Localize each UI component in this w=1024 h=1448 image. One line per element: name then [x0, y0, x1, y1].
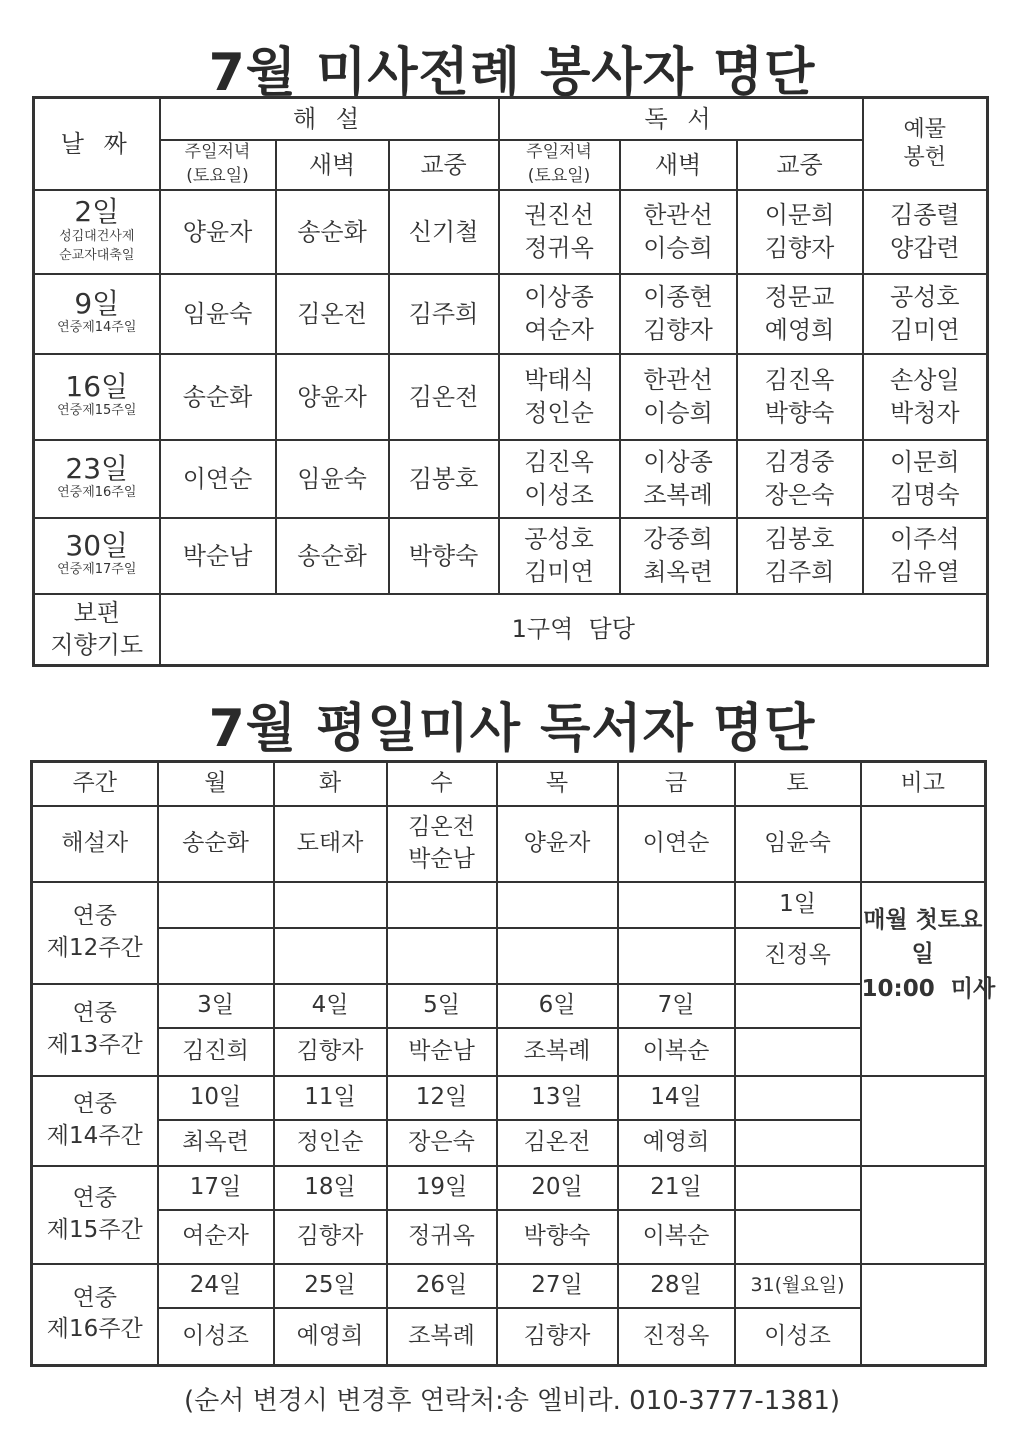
- commentator-fri: 이연순: [618, 806, 735, 882]
- reader-dawn: 한관선 이승희: [620, 354, 737, 440]
- reader-sat: 이성조: [735, 1308, 861, 1366]
- offering-cell: 이주석 김유열: [863, 518, 988, 594]
- reader-tue: 김향자: [274, 1210, 387, 1264]
- date-fri: 14일: [618, 1076, 735, 1120]
- reader-wed: 박순남: [387, 1028, 497, 1076]
- weekday-table: [30, 760, 996, 1367]
- weekday-title: 7월 평일미사 독서자 명단: [208, 699, 816, 759]
- week-label: 연중 제12주간: [32, 882, 158, 984]
- commentator-parish: 신기철: [389, 190, 499, 274]
- reader-wed: 조복례: [387, 1308, 497, 1366]
- reading-eve-header: 주일저녁 (토요일): [499, 140, 620, 190]
- reader-mon: 최옥련: [158, 1120, 274, 1166]
- table-row: [34, 440, 988, 518]
- commentator-wed: 김온전 박순남: [387, 806, 497, 882]
- reader-mon: 여순자: [158, 1210, 274, 1264]
- reader-tue: 정인순: [274, 1120, 387, 1166]
- remarks-note: 매월 첫토요일 10:00 미사: [861, 882, 986, 1076]
- reader-wed: [387, 928, 497, 984]
- wed-header: 수: [387, 762, 497, 806]
- table-row: [34, 274, 988, 354]
- week-dates-row: [32, 1076, 986, 1120]
- reader-dawn: 한관선 이승희: [620, 190, 737, 274]
- reader-tue: 예영희: [274, 1308, 387, 1366]
- date-header: 날 짜: [34, 98, 160, 190]
- date-tue: 25일: [274, 1264, 387, 1308]
- reading-parish-header: 교중: [737, 140, 863, 190]
- commentator-eve: 박순남: [160, 518, 276, 594]
- date-thu: 13일: [497, 1076, 618, 1120]
- tue-header: 화: [274, 762, 387, 806]
- reader-thu: [497, 928, 618, 984]
- commentator-parish: 김봉호: [389, 440, 499, 518]
- week-readers-row: [32, 1028, 986, 1076]
- date-cell: 16일 연중제15주일: [34, 354, 160, 440]
- date-wed: 5일: [387, 984, 497, 1028]
- commentator-mon: 송순화: [158, 806, 274, 882]
- reader-fri: 이복순: [618, 1210, 735, 1264]
- reader-dawn: 강중희 최옥련: [620, 518, 737, 594]
- commentary-dawn-header: 새벽: [276, 140, 389, 190]
- week-dates-row: [32, 1166, 986, 1210]
- reader-sat: [735, 1210, 861, 1264]
- commentary-eve-header: 주일저녁 (토요일): [160, 140, 276, 190]
- week-readers-row: [32, 928, 986, 984]
- offering-cell: 이문희 김명숙: [863, 440, 988, 518]
- reader-mon: 이성조: [158, 1308, 274, 1366]
- reader-tue: [274, 928, 387, 984]
- date-thu: 20일: [497, 1166, 618, 1210]
- date-tue: 11일: [274, 1076, 387, 1120]
- date-tue: [274, 882, 387, 928]
- reader-eve: 박태식 정인순: [499, 354, 620, 440]
- date-mon: 24일: [158, 1264, 274, 1308]
- reader-tue: 김향자: [274, 1028, 387, 1076]
- commentator-dawn: 송순화: [276, 190, 389, 274]
- reader-fri: 이복순: [618, 1028, 735, 1076]
- week-dates-row: [32, 1264, 986, 1308]
- reader-mon: [158, 928, 274, 984]
- reader-eve: 권진선 정귀옥: [499, 190, 620, 274]
- reader-thu: 김온전: [497, 1120, 618, 1166]
- week-label: 연중 제15주간: [32, 1166, 158, 1264]
- week-readers-row: [32, 1308, 986, 1366]
- week-label: 연중 제13주간: [32, 984, 158, 1076]
- reader-fri: [618, 928, 735, 984]
- reader-sat: 진정옥: [735, 928, 861, 984]
- reader-wed: 장은숙: [387, 1120, 497, 1166]
- date-wed: 12일: [387, 1076, 497, 1120]
- reading-dawn-header: 새벽: [620, 140, 737, 190]
- offering-cell: 손상일 박청자: [863, 354, 988, 440]
- remarks-cell: [861, 806, 986, 882]
- commentator-eve: 송순화: [160, 354, 276, 440]
- week-label: 연중 제16주간: [32, 1264, 158, 1366]
- date-tue: 18일: [274, 1166, 387, 1210]
- commentator-label: 해설자: [32, 806, 158, 882]
- date-cell: 30일 연중제17주일: [34, 518, 160, 594]
- date-sat: 31(월요일): [735, 1264, 861, 1308]
- reader-thu: 김향자: [497, 1308, 618, 1366]
- date-sat: [735, 984, 861, 1028]
- date-fri: [618, 882, 735, 928]
- offering-cell: 김종렬 양갑련: [863, 190, 988, 274]
- week-dates-row: [32, 984, 986, 1028]
- ministry-table: [32, 96, 989, 667]
- reader-sat: [735, 1028, 861, 1076]
- week-header: 주간: [32, 762, 158, 806]
- date-fri: 21일: [618, 1166, 735, 1210]
- sat-header: 토: [735, 762, 861, 806]
- thu-header: 목: [497, 762, 618, 806]
- table-row: [34, 518, 988, 594]
- reader-thu: 조복례: [497, 1028, 618, 1076]
- reader-thu: 박향숙: [497, 1210, 618, 1264]
- remarks-cell: [861, 1076, 986, 1166]
- date-cell: 2일 성김대건사제 순교자대축일: [34, 190, 160, 274]
- reader-parish: 이문희 김향자: [737, 190, 863, 274]
- reader-fri: 진정옥: [618, 1308, 735, 1366]
- fri-header: 금: [618, 762, 735, 806]
- week-label: 연중 제14주간: [32, 1076, 158, 1166]
- reader-mon: 김진희: [158, 1028, 274, 1076]
- date-cell: 9일 연중제14주일: [34, 274, 160, 354]
- reader-dawn: 이상종 조복례: [620, 440, 737, 518]
- prayer-row: [34, 594, 988, 666]
- week-readers-row: [32, 1210, 986, 1264]
- reader-eve: 공성호 김미연: [499, 518, 620, 594]
- reader-parish: 김경중 장은숙: [737, 440, 863, 518]
- reader-wed: 정귀옥: [387, 1210, 497, 1264]
- week-readers-row: [32, 1120, 986, 1166]
- date-fri: 7일: [618, 984, 735, 1028]
- commentator-parish: 박향숙: [389, 518, 499, 594]
- commentator-eve: 임윤숙: [160, 274, 276, 354]
- date-thu: 27일: [497, 1264, 618, 1308]
- reader-parish: 정문교 예영희: [737, 274, 863, 354]
- reader-eve: 이상종 여순자: [499, 274, 620, 354]
- reader-eve: 김진옥 이성조: [499, 440, 620, 518]
- commentator-parish: 김온전: [389, 354, 499, 440]
- week-dates-row: [32, 882, 986, 928]
- reader-dawn: 이종현 김향자: [620, 274, 737, 354]
- commentator-parish: 김주희: [389, 274, 499, 354]
- commentator-tue: 도태자: [274, 806, 387, 882]
- table-row: [34, 354, 988, 440]
- contact-footer: (순서 변경시 변경후 연락처:송 엘비라. 010-3777-1381): [183, 1386, 841, 1416]
- commentator-dawn: 김온전: [276, 274, 389, 354]
- commentator-sat: 임윤숙: [735, 806, 861, 882]
- commentary-header: 해 설: [160, 98, 499, 140]
- remarks-cell: [861, 1264, 986, 1366]
- reader-fri: 예영희: [618, 1120, 735, 1166]
- date-mon: [158, 882, 274, 928]
- reader-parish: 김진옥 박향숙: [737, 354, 863, 440]
- date-thu: [497, 882, 618, 928]
- commentator-dawn: 양윤자: [276, 354, 389, 440]
- date-wed: 19일: [387, 1166, 497, 1210]
- date-sat: [735, 1076, 861, 1120]
- date-mon: 3일: [158, 984, 274, 1028]
- prayer-value: 1구역 담당: [160, 594, 988, 666]
- reading-header: 독 서: [499, 98, 863, 140]
- reader-parish: 김봉호 김주희: [737, 518, 863, 594]
- prayer-label: 보편 지향기도: [34, 594, 160, 666]
- offering-cell: 공성호 김미연: [863, 274, 988, 354]
- date-sat: 1일: [735, 882, 861, 928]
- ministry-title: 7월 미사전례 봉사자 명단: [208, 43, 816, 103]
- date-mon: 10일: [158, 1076, 274, 1120]
- date-wed: [387, 882, 497, 928]
- date-fri: 28일: [618, 1264, 735, 1308]
- remarks-header: 비고: [861, 762, 986, 806]
- table-row: [34, 190, 988, 274]
- date-sat: [735, 1166, 861, 1210]
- offering-header: 예물 봉헌: [863, 98, 988, 190]
- commentary-parish-header: 교중: [389, 140, 499, 190]
- commentator-dawn: 임윤숙: [276, 440, 389, 518]
- date-wed: 26일: [387, 1264, 497, 1308]
- date-thu: 6일: [497, 984, 618, 1028]
- date-mon: 17일: [158, 1166, 274, 1210]
- remarks-cell: [861, 1166, 986, 1264]
- mon-header: 월: [158, 762, 274, 806]
- commentator-row: [32, 806, 986, 882]
- commentator-dawn: 송순화: [276, 518, 389, 594]
- date-tue: 4일: [274, 984, 387, 1028]
- commentator-eve: 양윤자: [160, 190, 276, 274]
- commentator-eve: 이연순: [160, 440, 276, 518]
- date-cell: 23일 연중제16주일: [34, 440, 160, 518]
- reader-sat: [735, 1120, 861, 1166]
- commentator-thu: 양윤자: [497, 806, 618, 882]
